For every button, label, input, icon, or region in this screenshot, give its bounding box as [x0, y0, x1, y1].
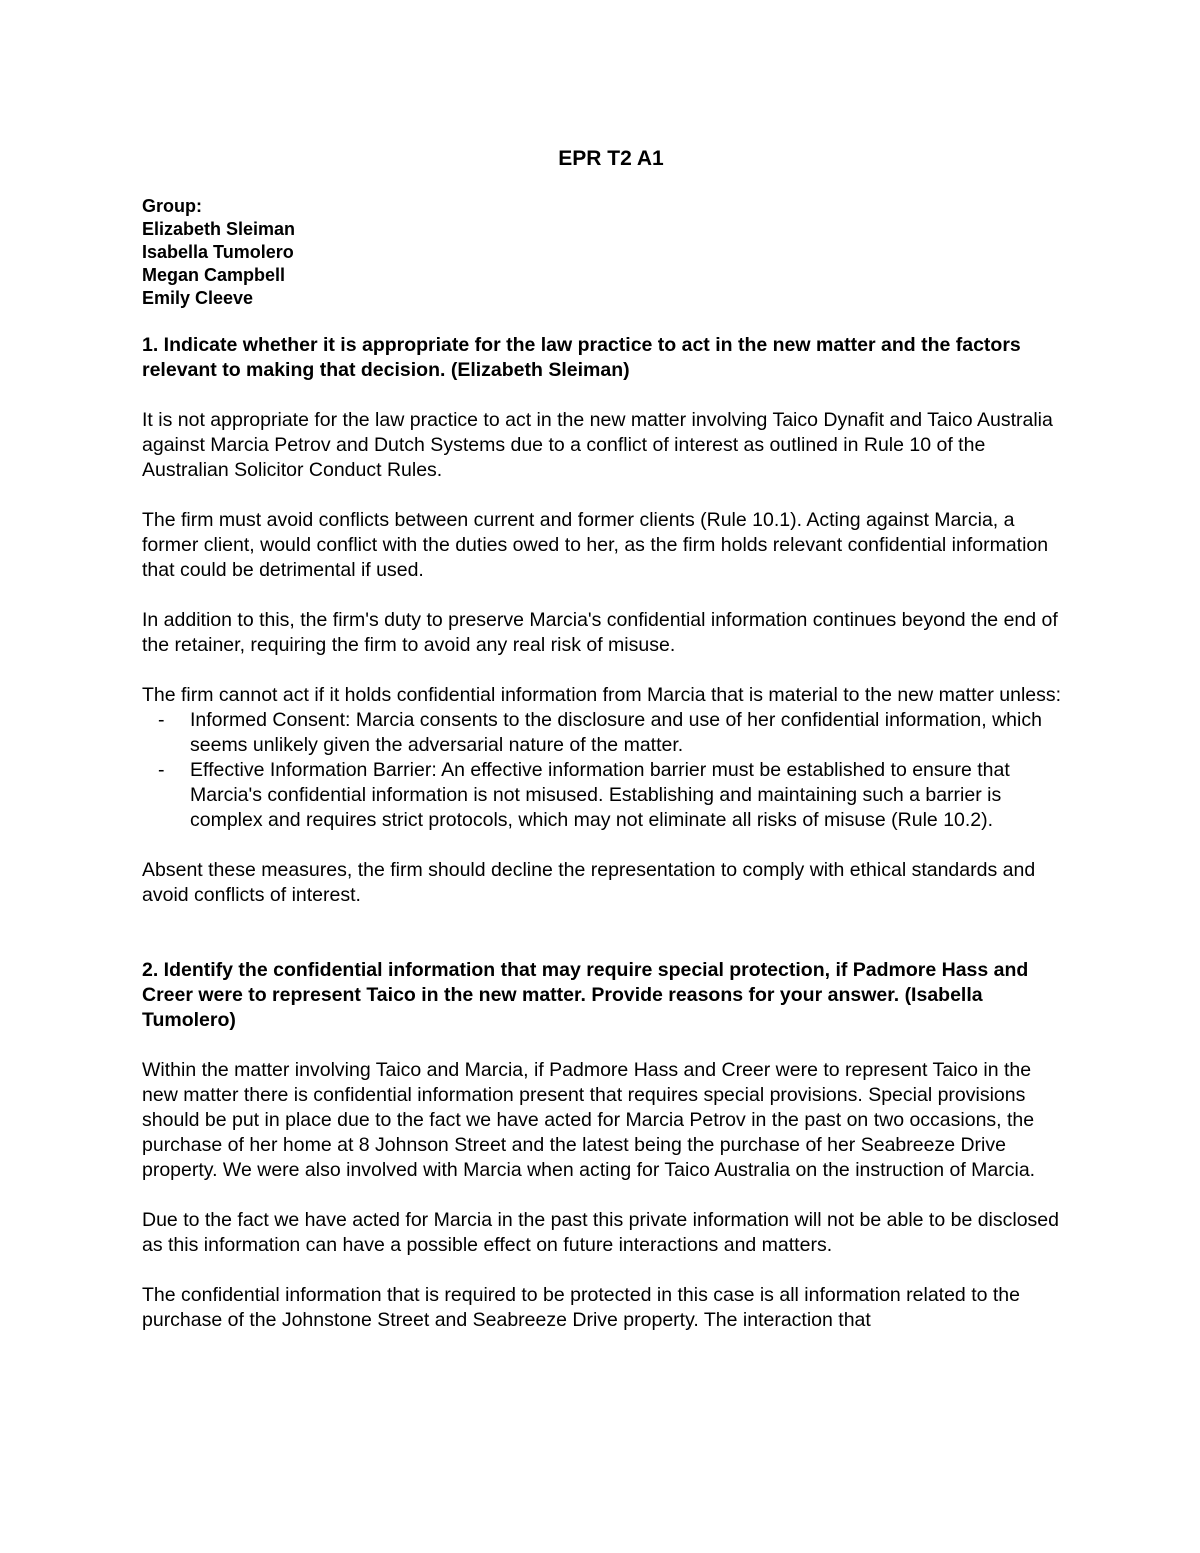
group-member: Isabella Tumolero	[142, 242, 294, 262]
q1-paragraph-4: The firm cannot act if it holds confidential information from Marcia that is material to the new matter unless:	[142, 684, 1062, 706]
dash-bullet: -	[158, 759, 165, 781]
list-item	[142, 758, 1062, 833]
document-title: EPR T2 A1	[558, 147, 664, 170]
q1-bullet-list	[142, 708, 1062, 833]
group-member: Emily Cleeve	[142, 288, 254, 308]
group-label: Group:	[142, 196, 202, 216]
q2-paragraph-1: Within the matter involving Taico and Marcia, if Padmore Hass and Creer were to represent Taico in the new matter there is confidential information present that requires special provisions. Special provisions should be put in place due to the fact we have acted for Marcia Petrov in the past on two occasions, the purchase of her home at 8 Johnson Street and the latest being the purchase of her Seabreeze Drive property. We were also involved with Marcia when acting for Taico Australia on the instruction of Marcia.	[142, 1059, 1036, 1181]
dash-bullet: -	[158, 709, 165, 731]
list-item	[142, 708, 1062, 758]
document-body	[142, 145, 1062, 1333]
q1-paragraph-1: It is not appropriate for the law practice to act in the new matter involving Taico Dynafit and Taico Australia against Marcia Petrov and Dutch Systems due to a conflict of interest as outlined in Rule 10 of the Australian Solicitor Conduct Rules.	[142, 409, 1053, 481]
list-item-text: Informed Consent: Marcia consents to the disclosure and use of her confidential information, which seems unlikely given the adversarial nature of the matter.	[190, 709, 1042, 756]
q1-paragraph-2: The firm must avoid conflicts between current and former clients (Rule 10.1). Acting against Marcia, a former client, would conflict with the duties owed to her, as the firm holds relevant confidential information that could be detrimental if used.	[142, 509, 1049, 581]
q1-paragraph-5: Absent these measures, the firm should decline the representation to comply with ethical standards and avoid conflicts of interest.	[142, 859, 1036, 906]
group-member: Megan Campbell	[142, 265, 286, 285]
list-item-text: Effective Information Barrier: An effective information barrier must be established to ensure that Marcia's confidential information is not misused. Establishing and maintaining such a barrier is complex and requires strict protocols, which may not eliminate all risks of misuse (Rule 10.2).	[190, 759, 1010, 831]
group-member: Elizabeth Sleiman	[142, 219, 296, 239]
q1-paragraph-3: In addition to this, the firm's duty to preserve Marcia's confidential information continues beyond the end of the retainer, requiring the firm to avoid any real risk of misuse.	[142, 609, 1058, 656]
question-1-heading: 1. Indicate whether it is appropriate for the law practice to act in the new matter and the factors relevant to making that decision. (Elizabeth Sleiman)	[142, 334, 1021, 381]
q2-paragraph-3: The confidential information that is required to be protected in this case is all information related to the purchase of the Johnstone Street and Seabreeze Drive property. The interaction that	[142, 1284, 1020, 1331]
question-2-heading: 2. Identify the confidential information that may require special protection, if Padmore Hass and Creer were to represent Taico in the new matter. Provide reasons for your answer. (Isabella Tumolero)	[142, 959, 1029, 1031]
q2-paragraph-2: Due to the fact we have acted for Marcia in the past this private information will not be able to be disclosed as this information can have a possible effect on future interactions and matters.	[142, 1209, 1059, 1256]
group-list	[142, 195, 1062, 310]
